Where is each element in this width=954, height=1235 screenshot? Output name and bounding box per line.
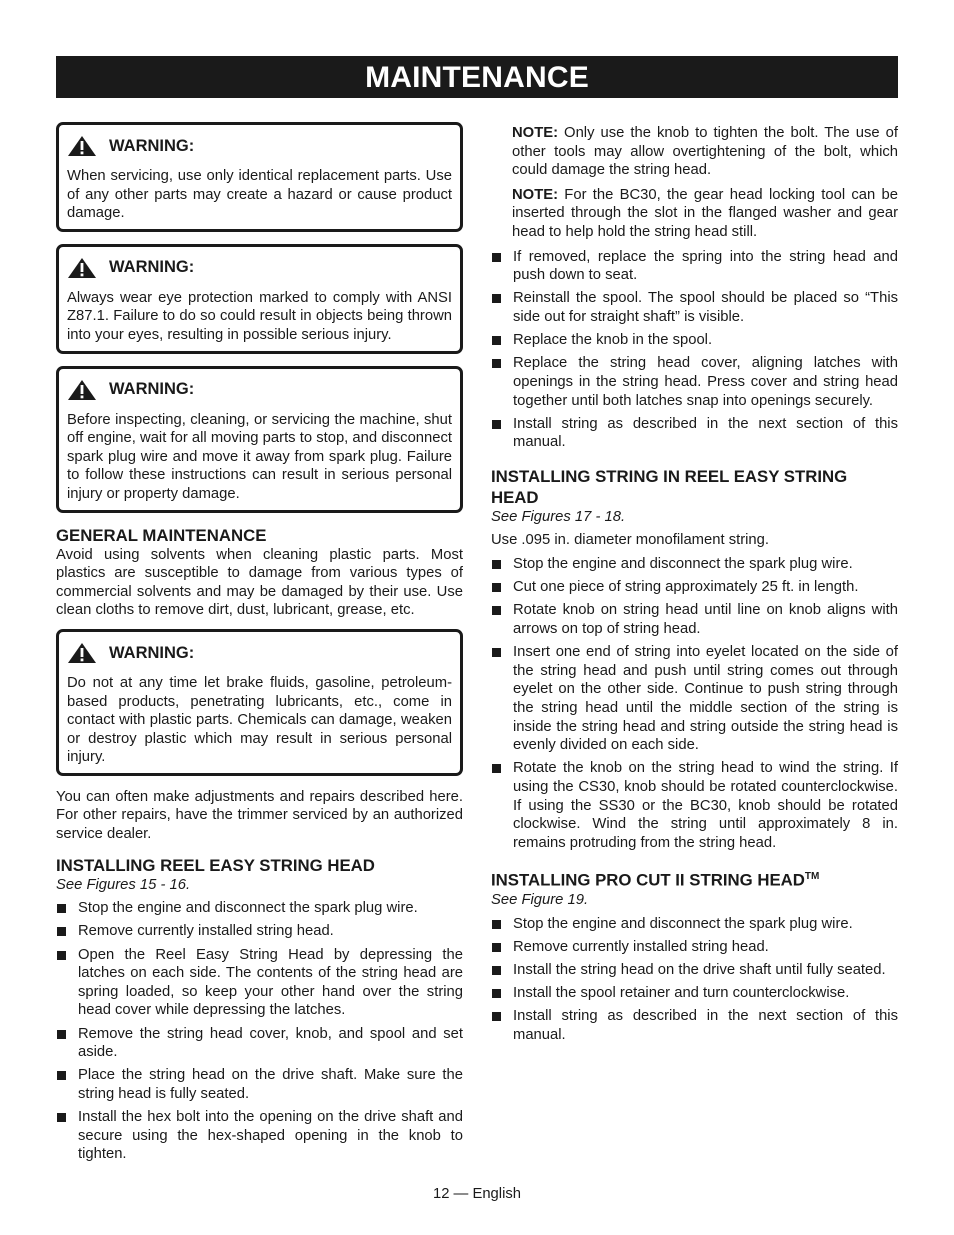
warning-heading: WARNING:	[109, 258, 195, 277]
note	[491, 124, 898, 180]
list-item: Stop the engine and disconnect the spark plug wire.	[491, 555, 898, 574]
warning-box	[56, 122, 463, 232]
list-item: If removed, replace the spring into the string head and push down to seat.	[491, 248, 898, 285]
list-item: Install the string head on the drive shaft until fully seated.	[491, 961, 898, 980]
note-label: NOTE:	[512, 125, 559, 141]
reel-easy-figures: See Figures 15 - 16.	[56, 876, 191, 893]
general-maintenance-text: Avoid using solvents when cleaning plastic parts. Most plastics are susceptible to damage from various types of commercial solvents and may be damaged by their use. Use clean cloths to remove dirt, dust, lubricant, grease, etc.	[56, 546, 463, 619]
list-item: Reinstall the spool. The spool should be placed so “This side out for straight shaft” is visible.	[491, 289, 898, 326]
warning-text: Do not at any time let brake fluids, gasoline, petroleum-based products, penetrating lubricants, etc., come in contact with plastic parts. Chemicals can damage, weaken or destroy plastic which may result in serious personal injury.	[67, 674, 452, 766]
string-intro: Use .095 in. diameter monofilament string.	[491, 532, 769, 549]
list-item: Insert one end of string into eyelet located on the side of the string head and push until string comes out through eyelet on the other side. Continue to push string through the string head until the middle section of the string is inside the string head and string outside the string head is evenly divided on each side.	[491, 643, 898, 755]
list-item: Install string as described in the next section of this manual.	[491, 1007, 898, 1044]
list-item: Rotate knob on string head until line on knob aligns with arrows on top of string head.	[491, 601, 898, 638]
warning-text: When servicing, use only identical replacement parts. Use of any other parts may create a hazard or cause product damage.	[67, 168, 452, 222]
warning-box	[56, 244, 463, 354]
right-column	[491, 124, 898, 1049]
list-item: Install the hex bolt into the opening on the drive shaft and secure using the hex-shaped opening in the knob to tighten.	[56, 1108, 463, 1164]
list-item: Install string as described in the next section of this manual.	[491, 415, 898, 452]
note	[491, 186, 898, 242]
procut-figures: See Figure 19.	[491, 891, 589, 908]
left-column	[56, 122, 463, 1169]
note-label: NOTE:	[512, 186, 559, 203]
string-heading: INSTALLING STRING IN REEL EASY STRING HEAD	[491, 466, 848, 507]
adjust-text: You can often make adjustments and repairs described here. For other repairs, have the trimmer serviced by an authorized service dealer.	[56, 788, 463, 843]
warning-triangle-icon	[67, 257, 97, 279]
list-item: Stop the engine and disconnect the spark plug wire.	[56, 899, 463, 918]
warning-triangle-icon	[67, 379, 97, 401]
list-item: Remove currently installed string head.	[56, 922, 463, 941]
warning-heading: WARNING:	[109, 380, 195, 399]
warning-triangle-icon	[67, 642, 97, 664]
warning-text: Before inspecting, cleaning, or servicing the machine, shut off engine, wait for all moving parts to stop, and disconnect spark plug wire and move it away from spark plug. Failure to follow these instructions can result in serious personal injury or property damage.	[67, 411, 452, 502]
warning-text: Always wear eye protection marked to comply with ANSI Z87.1. Failure to do so could result in objects being thrown into your eyes, resulting in possible serious injury.	[67, 289, 452, 343]
note-text: Only use the knob to tighten the bolt. The use of other tools may allow overtightening of the bolt, which could damage the string head.	[512, 125, 898, 179]
string-steps	[491, 555, 898, 852]
list-item: Replace the knob in the spool.	[491, 331, 898, 350]
reel-easy-heading: INSTALLING REEL EASY STRING HEAD	[56, 855, 375, 875]
list-item: Replace the string head cover, aligning latches with openings in the string head. Press cover and string head together until both latches snap into openings securely.	[491, 354, 898, 410]
procut-steps	[491, 915, 898, 1045]
list-item: Cut one piece of string approximately 25 ft. in length.	[491, 578, 898, 597]
list-item: Stop the engine and disconnect the spark plug wire.	[491, 915, 898, 934]
warning-box	[56, 366, 463, 513]
note-text: For the BC30, the gear head locking tool can be inserted through the slot in the flanged washer and gear head to help hold the string head still.	[512, 186, 898, 240]
warning-heading: WARNING:	[109, 643, 195, 662]
string-figures: See Figures 17 - 18.	[491, 508, 626, 525]
list-item: Remove currently installed string head.	[491, 938, 898, 957]
list-item: Open the Reel Easy String Head by depressing the latches on each side. The contents of the string head are spring loaded, so keep your other hand over the string head cover while depressing the latches.	[56, 946, 463, 1020]
warning-heading: WARNING:	[109, 136, 195, 155]
page-title: MAINTENANCE	[56, 56, 898, 98]
list-item: Install the spool retainer and turn counterclockwise.	[491, 984, 898, 1003]
reel-easy-steps-continued	[491, 248, 898, 452]
warning-triangle-icon	[67, 135, 97, 157]
warning-box-chemicals	[56, 629, 463, 776]
procut-heading: INSTALLING PRO CUT II STRING HEAD™	[491, 870, 820, 890]
page-footer: 12 — English	[432, 1186, 521, 1202]
list-item: Remove the string head cover, knob, and spool and set aside.	[56, 1025, 463, 1062]
list-item: Place the string head on the drive shaft. Make sure the string head is fully seated.	[56, 1066, 463, 1103]
reel-easy-steps	[56, 899, 463, 1164]
general-maintenance-heading: GENERAL MAINTENANCE	[56, 525, 267, 545]
list-item: Rotate the knob on the string head to wind the string. If using the CS30, knob should be rotated counterclockwise. If using the SS30 or the BC30, knob should be rotated clockwise. Wind the string until approximately 8 in. remains protruding from the string head.	[491, 759, 898, 852]
